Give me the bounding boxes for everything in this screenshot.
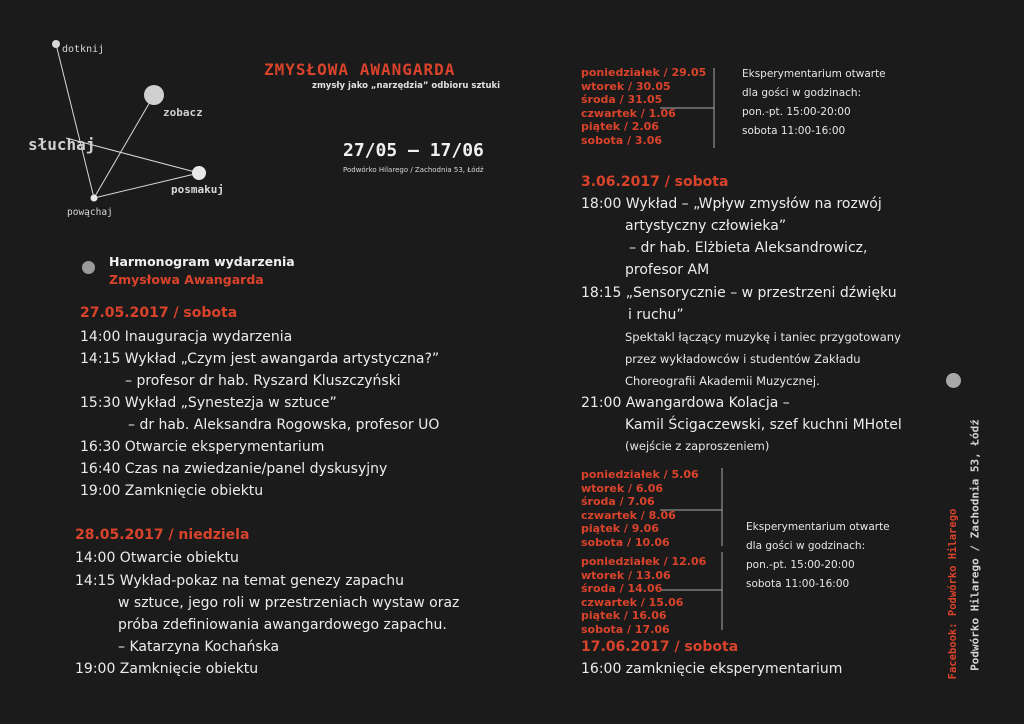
- line-zobacz-powachaj: [94, 95, 154, 198]
- day1-line: 16:30 Otwarcie eksperymentarium: [80, 439, 325, 455]
- week3-day: wtorek / 13.06: [581, 568, 671, 582]
- venue-line: Podwórko Hilarego / Zachodnia 53, Łódź: [343, 166, 484, 174]
- day1-line: 14:15 Wykład „Czym jest awangarda artystyczna?”: [80, 351, 440, 367]
- week3-day: piątek / 16.06: [581, 609, 667, 623]
- week23-info: [746, 518, 890, 594]
- day1-line: 16:40 Czas na zwiedzanie/panel dyskusyjny: [80, 461, 388, 477]
- label-powachaj: powąchaj: [67, 207, 113, 218]
- side-dot: [946, 373, 961, 388]
- day3-date: 3.06.2017 / sobota: [581, 174, 729, 190]
- week1-info-line: pon.-pt. 15:00-20:00: [742, 106, 851, 118]
- node-dotknij: [52, 40, 60, 48]
- day3-line: – dr hab. Elżbieta Aleksandrowicz,: [629, 240, 868, 256]
- day4-line: 16:00 zamknięcie eksperymentarium: [581, 661, 843, 677]
- day1-line: 15:30 Wykład „Synestezja w sztuce”: [80, 395, 337, 411]
- schedule-subheading: Zmysłowa Awangarda: [109, 272, 264, 287]
- day3-line: (wejście z zaproszeniem): [625, 439, 770, 453]
- week1-day: środa / 31.05: [581, 93, 663, 107]
- senses-diagram: [0, 0, 260, 230]
- day3-line: przez wykładowców i studentów Zakładu: [625, 352, 861, 366]
- day2-line: 19:00 Zamknięcie obiektu: [75, 661, 259, 677]
- day3-line: artystyczny człowieka”: [625, 218, 787, 234]
- day3-line: profesor AM: [625, 262, 710, 278]
- label-posmakuj: posmakuj: [171, 183, 224, 196]
- week2-day: sobota / 10.06: [581, 535, 670, 549]
- day3-line: Kamil Ścigaczewski, szef kuchni MHotel: [625, 417, 902, 433]
- day1-line: 14:00 Inauguracja wydarzenia: [80, 329, 293, 345]
- week3-day: środa / 14.06: [581, 582, 663, 596]
- event-title: ZMYSŁOWA AWANGARDA: [264, 60, 456, 79]
- day1-line: 19:00 Zamknięcie obiektu: [80, 483, 264, 499]
- week1-bracket: [660, 66, 730, 150]
- day3-line: 21:00 Awangardowa Kolacja –: [581, 395, 790, 411]
- week1-day: czwartek / 1.06: [581, 106, 676, 120]
- day3-line: 18:00 Wykład – „Wpływ zmysłów na rozwój: [581, 196, 882, 212]
- section-dot: [82, 261, 95, 274]
- week1-info: [742, 65, 886, 141]
- day1-line: – dr hab. Aleksandra Rogowska, profesor UO: [128, 417, 440, 433]
- day4-date: 17.06.2017 / sobota: [581, 639, 739, 655]
- week23-info-line: pon.-pt. 15:00-20:00: [746, 559, 855, 571]
- line-dotknij-powachaj: [56, 44, 94, 198]
- week23-info-line: Eksperymentarium otwarte: [746, 521, 890, 533]
- week3-day: czwartek / 15.06: [581, 595, 684, 609]
- week3-days: [581, 555, 706, 637]
- node-zobacz: [144, 85, 164, 105]
- date-range: 27/05 — 17/06: [343, 140, 484, 161]
- day3-line: Choreografii Akademii Muzycznej.: [625, 374, 820, 388]
- week1-info-line: sobota 11:00-16:00: [742, 125, 846, 137]
- week2-day: środa / 7.06: [581, 495, 655, 509]
- week3-day: sobota / 17.06: [581, 622, 670, 636]
- schedule-heading: Harmonogram wydarzenia: [109, 254, 295, 269]
- week23-info-line: dla gości w godzinach:: [746, 540, 866, 552]
- week3-day: poniedziałek / 12.06: [581, 555, 707, 568]
- week2-day: piątek / 9.06: [581, 522, 659, 536]
- day2-line: 14:15 Wykład-pokaz na temat genezy zapachu: [75, 573, 405, 589]
- event-subtitle: zmysły jako „narzędzia” odbioru sztuki: [312, 81, 501, 91]
- day2-line: próba zdefiniowania awangardowego zapachu.: [118, 617, 447, 633]
- day2-line: w sztuce, jego roli w przestrzeniach wystaw oraz: [118, 595, 460, 611]
- week23-info-line: sobota 11:00-16:00: [746, 578, 850, 590]
- node-powachaj: [91, 195, 98, 202]
- day3-line: i ruchu”: [628, 307, 684, 323]
- week1-day: piątek / 2.06: [581, 120, 659, 134]
- week1-day: wtorek / 30.05: [581, 79, 671, 93]
- week2-day: wtorek / 6.06: [581, 481, 663, 495]
- label-dotknij: dotknij: [62, 44, 105, 55]
- week1-info-line: dla gości w godzinach:: [742, 87, 862, 99]
- week2-day: czwartek / 8.06: [581, 508, 676, 522]
- day3-line: Spektakl łączący muzykę i taniec przygotowany: [625, 330, 901, 344]
- facebook-label: Facebook: Podwórko Hilarego: [947, 508, 959, 680]
- day2-line: 14:00 Otwarcie obiektu: [75, 550, 239, 566]
- label-sluchaj: słuchaj: [28, 135, 96, 154]
- side-address: Podwórko Hilarego / Zachodnia 53, Łódź: [968, 419, 982, 671]
- day2-date: 28.05.2017 / niedziela: [75, 527, 250, 543]
- day3-line: 18:15 „Sensorycznie – w przestrzeni dźwięku: [581, 285, 897, 301]
- day1-date: 27.05.2017 / sobota: [80, 305, 238, 321]
- week1-info-line: Eksperymentarium otwarte: [742, 68, 886, 80]
- week2-day: poniedziałek / 5.06: [581, 468, 699, 481]
- day1-line: – profesor dr hab. Ryszard Kluszczyński: [125, 373, 401, 389]
- week1-day: sobota / 3.06: [581, 133, 663, 147]
- day2-line: – Katarzyna Kochańska: [118, 639, 280, 655]
- node-posmakuj: [192, 166, 206, 180]
- week1-day: poniedziałek / 29.05: [581, 66, 707, 79]
- label-zobacz: zobacz: [163, 106, 203, 119]
